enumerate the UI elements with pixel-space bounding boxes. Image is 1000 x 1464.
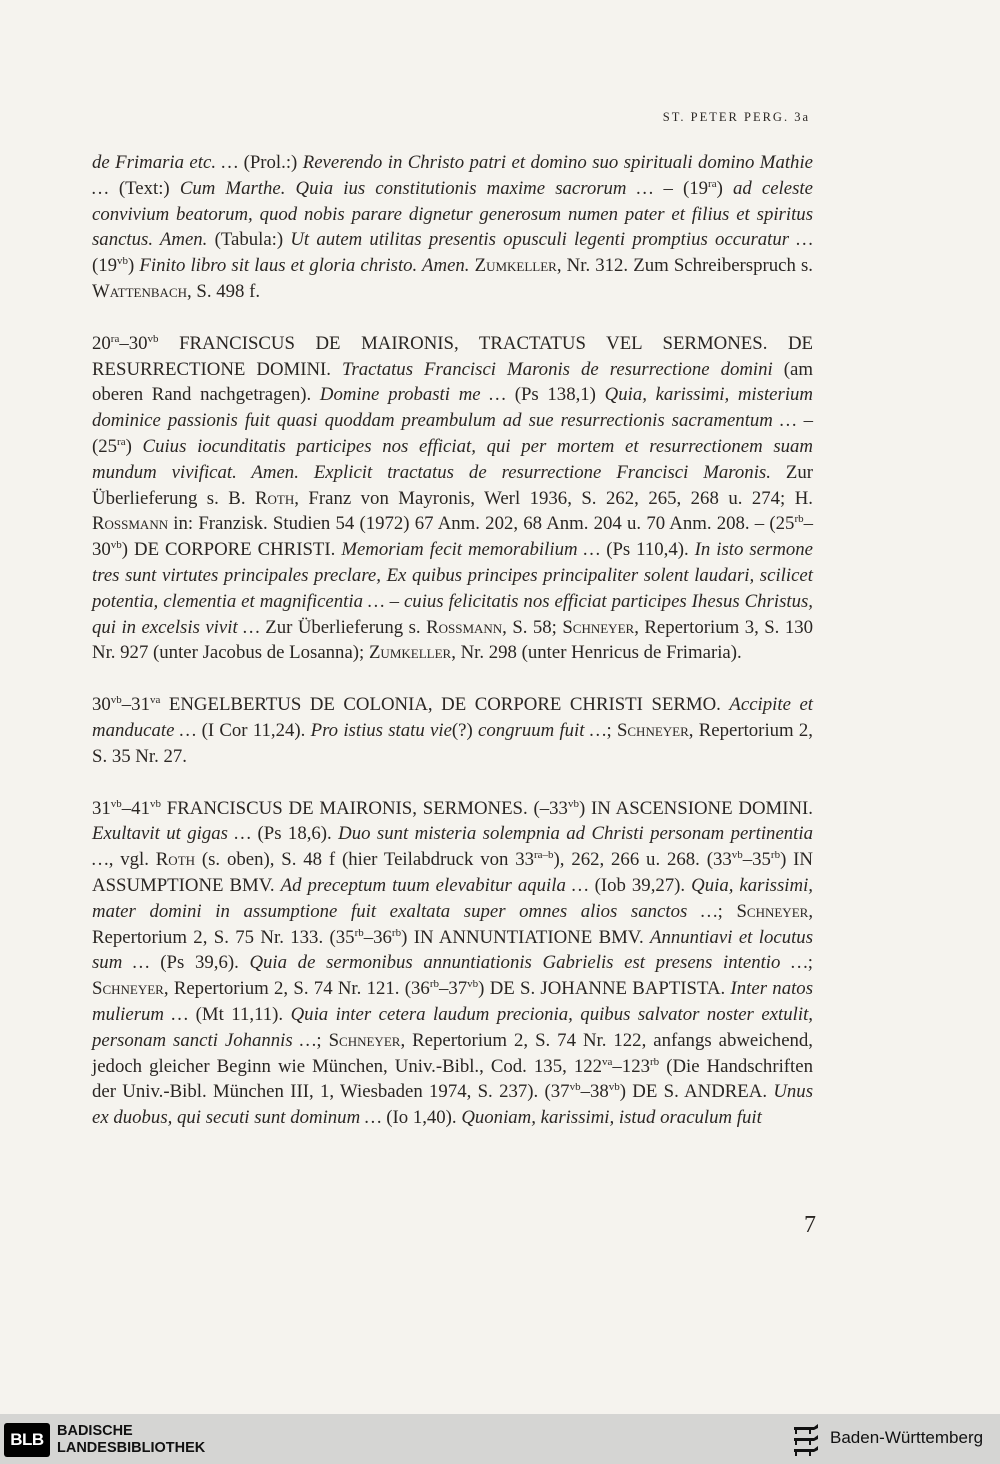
text-run: –31 — [121, 694, 150, 716]
latin-incipit: Quia de sermonibus annuntiationis Gabrielis est presens intentio … — [249, 952, 808, 974]
latin-incipit: Quia inter cetera laudum precionia, quibus salvator noster extulit, personam sancti Johannis … — [92, 1003, 813, 1051]
state-name[interactable]: Baden-Württemberg — [830, 1428, 984, 1447]
folio-superscript: vb — [608, 1081, 620, 1094]
text-run: – — [389, 590, 404, 612]
text-run: in: Franzisk. Studien 54 (1972) 67 Anm. 202, 68 Anm. 204 u. 70 Anm. 208. – (25 — [168, 513, 795, 535]
text-run: , Repertorium 2, S. 75 Nr. 133. (35 — [92, 900, 814, 948]
text-run: ; — [717, 900, 737, 922]
author-reference: Roth — [155, 849, 196, 871]
text-run: (am oberen Rand nachgetragen). — [92, 358, 813, 406]
text-run: –36 — [363, 926, 392, 948]
author-reference: Schneyer — [562, 616, 635, 638]
text-run: ) IN ANNUNTIATIONE BMV. — [401, 926, 651, 948]
latin-incipit: Cuius iocunditatis participes nos efficiat, qui per mortem et resurrectionem suam mundum vivificat. Amen. Explicit tractatus de resurrectione Francisci Maronis. — [92, 435, 813, 483]
folio-superscript: ra — [110, 332, 120, 345]
text-run: ENGELBERTUS DE COLONIA, DE CORPORE CHRISTI SERMO. — [160, 694, 730, 716]
text-run: –41 — [121, 797, 150, 819]
author-reference: Schneyer — [616, 719, 689, 741]
text-run: ), 262, 266 u. 268. (33 — [553, 849, 732, 871]
text-run: (Prol.:) — [243, 152, 303, 173]
text-run: (Iob 39,27). — [594, 874, 692, 896]
latin-incipit: Quoniam, karissimi, istud oraculum fuit — [461, 1107, 762, 1129]
latin-incipit: congruum fuit … — [478, 719, 607, 741]
latin-incipit: Annuntiavi et locutus sum … — [92, 926, 814, 974]
text-run: (s. oben), S. 48 f (hier Teilabdruck von 33 — [195, 849, 534, 871]
latin-incipit: Ad preceptum tuum elevabitur aquila … — [280, 874, 595, 896]
text-run: ; — [606, 719, 617, 741]
latin-incipit: Duo sunt misteria solempnia ad Christi personam pertinentia … — [92, 823, 813, 871]
latin-incipit: Tractatus Francisci Maronis de resurrectione domini — [342, 358, 773, 380]
text-run: ) DE S. JOHANNE BAPTISTA. — [478, 978, 731, 1000]
folio-superscript: va — [602, 1055, 613, 1068]
author-reference: Zumkeller — [474, 255, 557, 277]
lions-emblem-icon — [791, 1421, 821, 1457]
entry-paragraph — [92, 692, 813, 769]
text-run: 20 — [92, 332, 111, 354]
text-run: (Ps 110,4). — [606, 539, 695, 561]
latin-incipit: Exultavit ut gigas … — [92, 823, 258, 845]
latin-incipit: de Frimaria etc. … — [92, 152, 244, 173]
text-run: (Ps 18,6). — [257, 823, 339, 845]
body-text — [92, 150, 813, 1157]
text-run: ) — [716, 177, 733, 199]
folio-superscript: ra — [708, 177, 717, 190]
text-run: , S. 498 f. — [187, 280, 261, 302]
entry-paragraph — [92, 150, 813, 305]
text-run: , Repertorium 2, S. 35 Nr. 27. — [92, 719, 814, 767]
latin-incipit: Cum Marthe. Quia ius constitutionis maxime sacrorum … — [179, 177, 664, 199]
text-run: –37 — [438, 978, 468, 1000]
text-run: (Ps 138,1) — [514, 384, 605, 406]
text-run: –35 — [742, 849, 771, 871]
folio-superscript: vb — [467, 978, 479, 991]
latin-incipit: Domine probasti me … — [319, 384, 515, 406]
text-run: –38 — [580, 1081, 609, 1103]
text-run: (I Cor 11,24). — [201, 719, 311, 741]
text-run: ) — [125, 435, 143, 457]
text-run: 31 — [92, 797, 111, 819]
latin-incipit: Reverendo in Christo patri et domino suo spirituali domino Mathie … — [92, 152, 813, 199]
latin-incipit: Inter natos mulierum … — [92, 978, 814, 1025]
folio-superscript: rb — [429, 978, 439, 991]
text-run: –30 — [92, 513, 813, 561]
author-reference: Roth — [255, 487, 295, 509]
folio-superscript: va — [149, 694, 161, 707]
author-reference: Wattenbach — [92, 280, 188, 302]
author-reference: Schneyer — [736, 900, 809, 922]
folio-superscript: vb — [110, 797, 122, 810]
text-run: – (25 — [92, 410, 813, 457]
folio-superscript: rb — [794, 513, 804, 526]
text-run: ; — [316, 1029, 329, 1051]
text-run: –30 — [119, 332, 148, 354]
author-reference: Schneyer — [328, 1029, 401, 1051]
folio-superscript: vb — [569, 1081, 581, 1094]
text-run: , vgl. — [108, 849, 156, 871]
latin-incipit: Unus ex duobus, qui secuti sunt dominum … — [92, 1081, 813, 1129]
text-run: (Ps 39,6). — [160, 952, 250, 974]
text-run: ) — [128, 255, 140, 277]
text-run: (Io 1,40). — [386, 1107, 462, 1129]
folio-superscript: ra–b — [534, 849, 554, 862]
latin-incipit: ad celeste convivium beatorum, quod nobis parare dignetur generosum numen pater et filius et spiritus sanctus. Amen. — [92, 177, 813, 251]
footer-bar — [0, 1414, 1000, 1464]
folio-superscript: vb — [117, 255, 129, 268]
author-reference: Rossmann — [92, 513, 169, 535]
folio-superscript: vb — [731, 849, 743, 862]
latin-incipit: Accipite et manducate … — [92, 694, 814, 741]
text-run: ) DE CORPORE CHRISTI. — [121, 539, 342, 561]
library-name[interactable] — [57, 1423, 205, 1457]
text-run: Zur Überlieferung s. — [265, 616, 427, 638]
text-run: –123 — [612, 1055, 650, 1077]
text-run: , Nr. 298 (unter Henricus de Frimaria). — [451, 642, 742, 664]
text-run: , Repertorium 3, S. 130 Nr. 927 (unter Jacobus de Losanna); — [92, 616, 813, 664]
text-run: , Franz von Mayronis, Werl 1936, S. 262, 265, 268 u. 274; H. — [294, 487, 813, 509]
text-run: , Repertorium 2, S. 74 Nr. 121. (36 — [163, 978, 430, 1000]
text-run: – (19 — [663, 177, 709, 199]
text-run: , Nr. 312. Zum Schreiberspruch s. — [556, 255, 813, 277]
text-run: 30 — [92, 694, 111, 716]
folio-superscript: ra — [117, 435, 126, 448]
folio-superscript: vb — [567, 797, 579, 810]
folio-superscript: vb — [110, 694, 122, 707]
text-run: (Mt 11,11). — [195, 1003, 291, 1025]
text-run: (Text:) — [118, 177, 180, 199]
text-run: , Repertorium 2, S. 74 Nr. 122, anfangs abweichend, jedoch gleicher Beginn wie München, Univ.-Bibl., Cod. 135, 122 — [92, 1029, 814, 1077]
author-reference: Schneyer — [92, 978, 164, 1000]
text-run: ; — [807, 952, 813, 974]
blb-logo[interactable]: BLB — [4, 1423, 50, 1457]
folio-superscript: rb — [354, 926, 364, 939]
text-run: FRANCISCUS DE MAIRONIS, TRACTATUS VEL SERMONES. DE RESURRECTIONE DOMINI. — [92, 332, 813, 380]
latin-incipit: Quia, karissimi, mater domini in assumptione fuit exaltata super omnes alios sanctos … — [92, 874, 813, 922]
text-run: (?) — [451, 719, 479, 741]
latin-incipit: In isto sermone tres sunt virtutes principales preclare, Ex quibus principes principaliter solent laudari, scilicet potentia, clementia et magnificentia … — [92, 539, 814, 612]
library-name-line2: LANDESBIBLIOTHEK — [57, 1440, 206, 1456]
folio-superscript: rb — [770, 849, 781, 862]
entry-paragraph — [92, 331, 813, 666]
folio-superscript: rb — [649, 1055, 660, 1068]
folio-superscript: vb — [147, 332, 159, 345]
folio-superscript: rb — [391, 926, 402, 939]
latin-incipit: Ut autem utilitas presentis opusculi legenti promptius occuratur … — [290, 229, 813, 251]
text-run: (19 — [92, 255, 118, 277]
latin-incipit: Quia, karissimi, misterium dominice passionis fuit quasi quoddam preambulum ad sue resurrectionis sacramentum … — [92, 384, 813, 432]
latin-incipit: Memoriam fecit memorabilium … — [341, 539, 607, 561]
folio-superscript: vb — [110, 539, 122, 552]
entry-paragraph — [92, 796, 813, 1131]
latin-incipit: cuius felicitatis nos efficiat participes Ihesus Christus, qui in excelsis vivit … — [92, 590, 813, 638]
text-run: , S. 58; — [502, 616, 563, 638]
text-run: FRANCISCUS DE MAIRONIS, SERMONES. (–33 — [160, 797, 568, 819]
page-number: 7 — [804, 1212, 816, 1238]
folio-superscript: vb — [149, 797, 161, 810]
text-run: (Tabula:) — [214, 229, 291, 251]
text-run: ) IN ASCENSIONE DOMINI. — [578, 797, 813, 819]
text-run: Zur Überlieferung s. B. — [92, 461, 813, 509]
latin-incipit: Finito libro sit laus et gloria christo. Amen. — [139, 255, 475, 277]
text-run: (Die Handschriften der Univ.-Bibl. München III, 1, Wiesbaden 1974, S. 237). (37 — [92, 1055, 813, 1103]
author-reference: Zumkeller — [368, 642, 452, 664]
running-header: ST. PETER PERG. 3a — [662, 110, 810, 124]
text-run: ) IN ASSUMPTIONE BMV. — [92, 849, 813, 896]
library-name-line1: BADISCHE — [57, 1423, 133, 1439]
latin-incipit: Pro istius statu vie — [310, 719, 452, 741]
author-reference: Rossmann — [426, 616, 503, 638]
text-run: ) DE S. ANDREA. — [619, 1081, 774, 1103]
